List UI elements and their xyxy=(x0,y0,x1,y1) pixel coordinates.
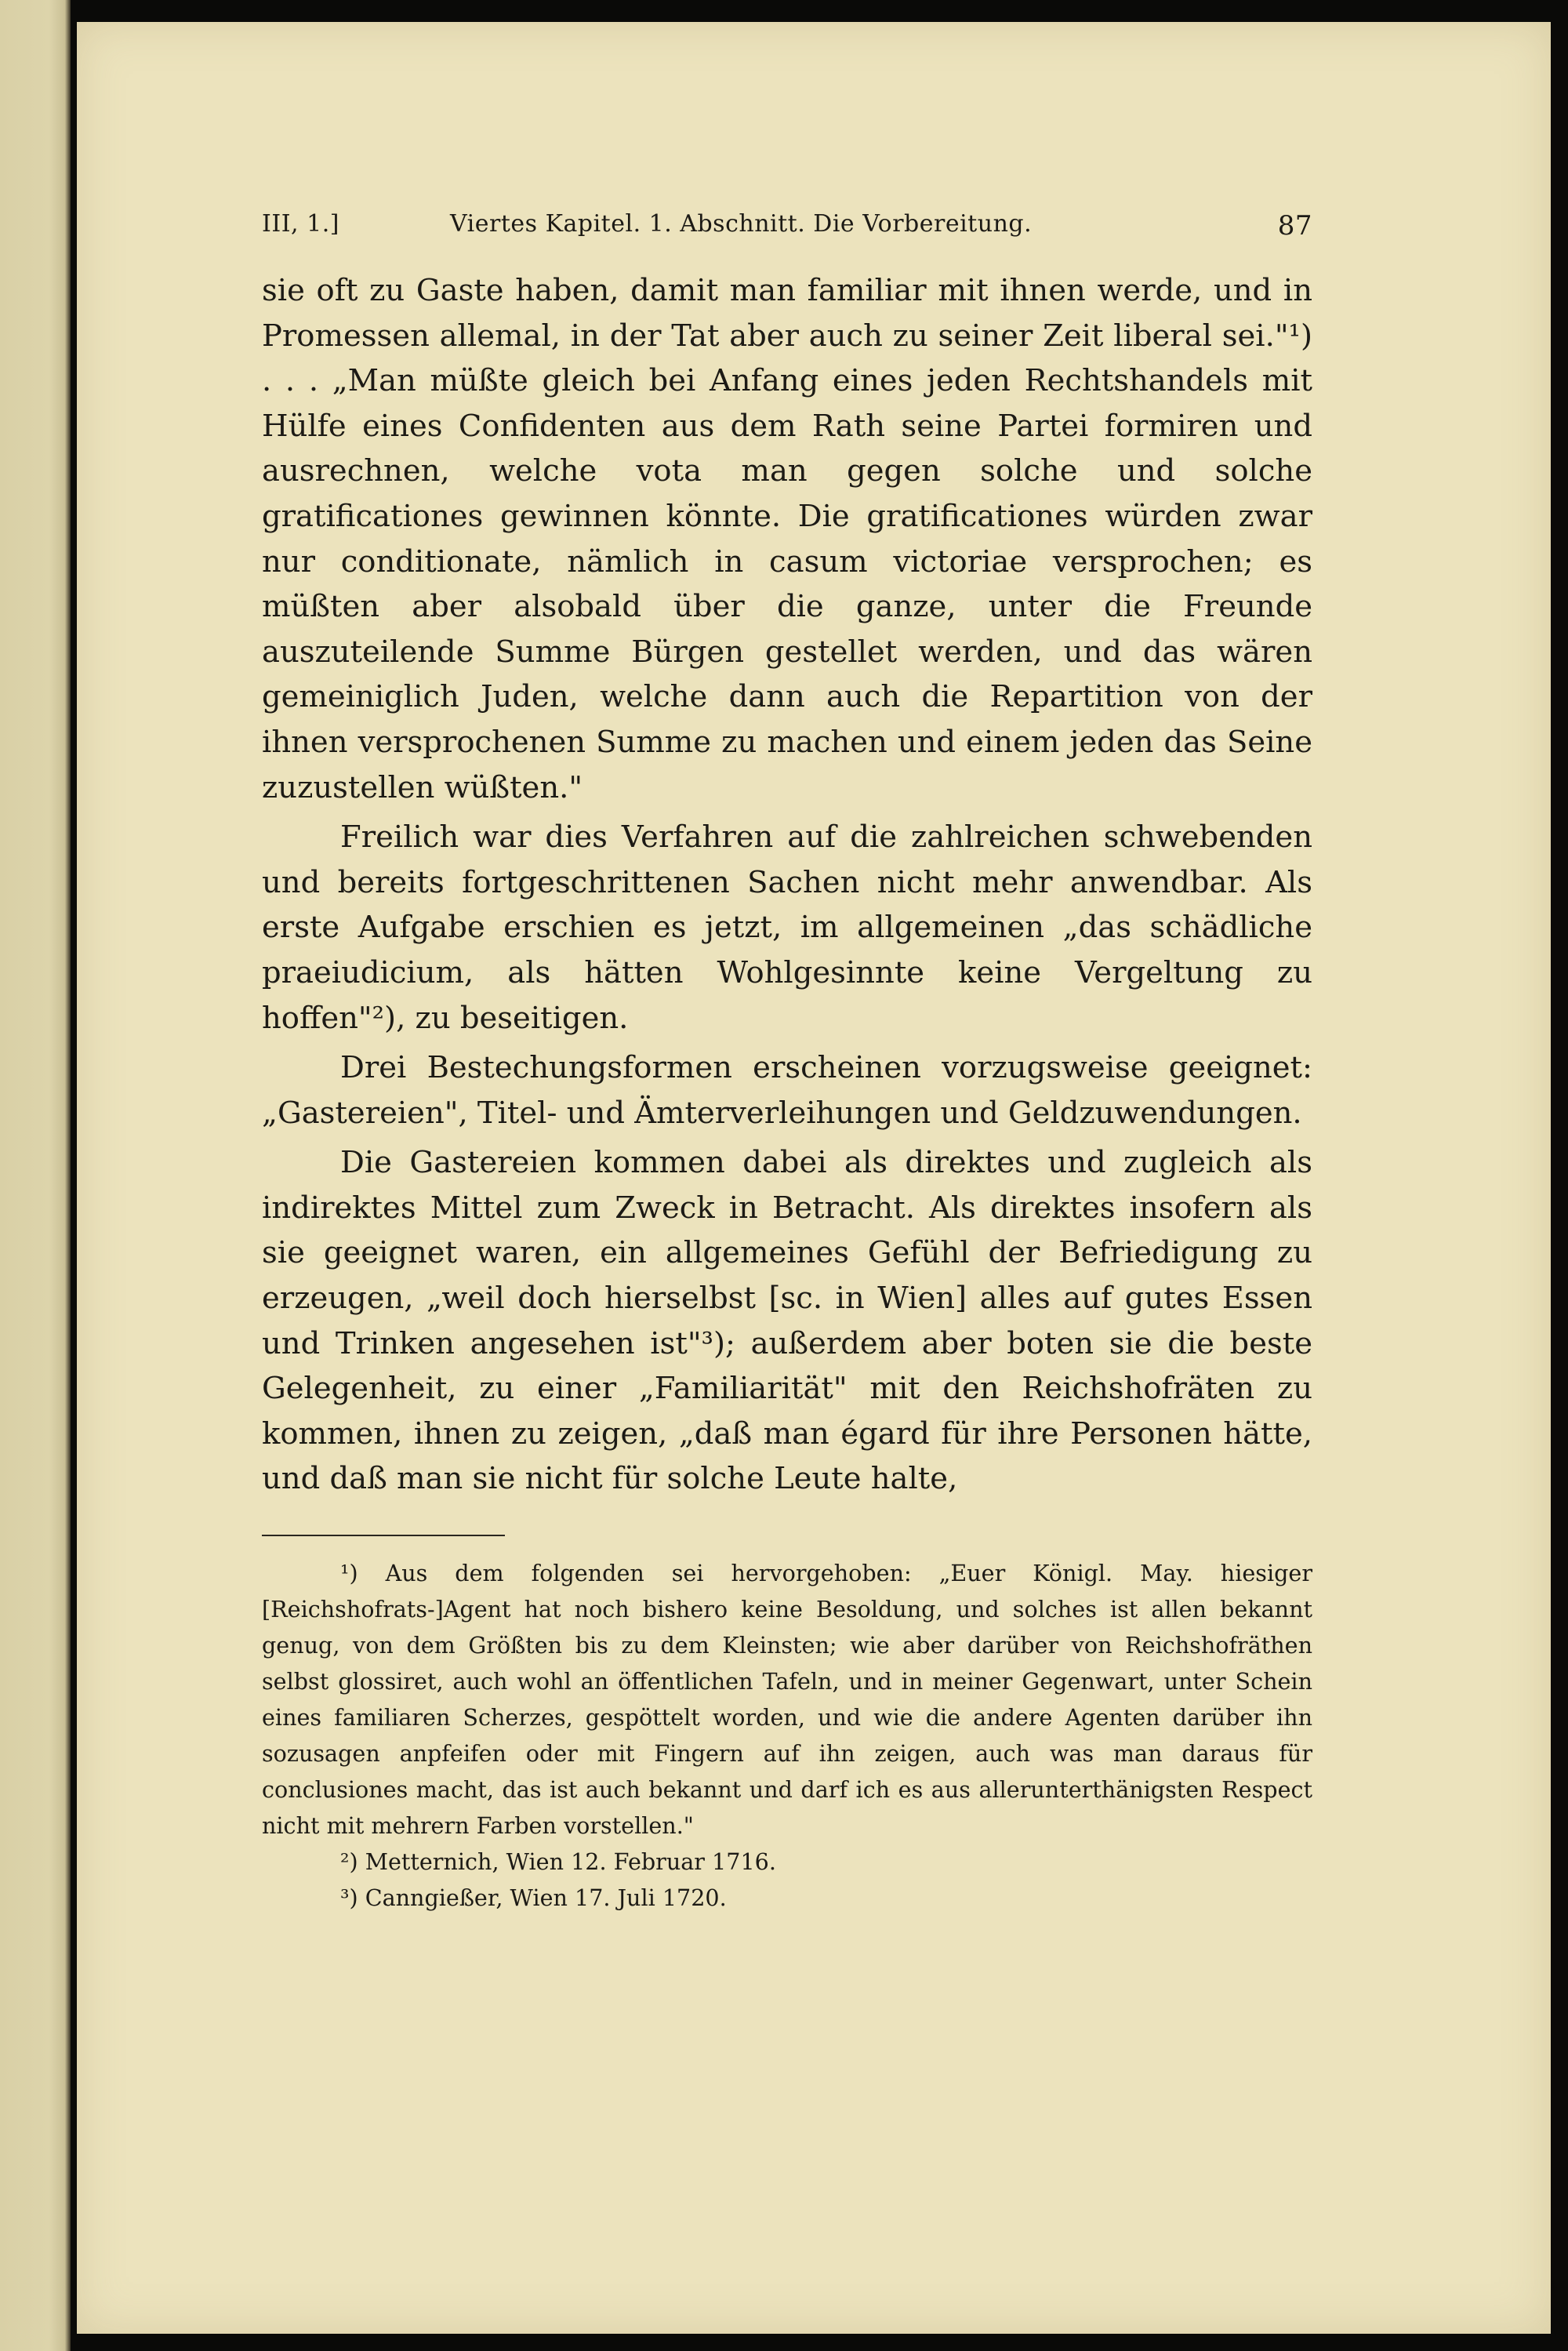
footnote-1: ¹) Aus dem folgenden sei hervorgehoben: „Euer Königl. May. hiesiger [Reichshofrats-]Agent hat noch bishero keine Besoldung, und solches ist allen bekannt genug, von dem Größten bis zu dem Kleinsten; wie aber darüber von Reichshofräthen selbst glossiret, auch wohl an öffentlichen Tafeln, und in meiner Gegenwart, unter Schein eines familiaren Scherzes, gespöttelt worden, und wie die andere Agenten darüber ihn sozusagen anpfeifen oder mit Fingern auf ihn zeigen, auch was man daraus für conclusiones macht, das ist auch bekannt und darf ich es aus allerunterthänigsten Respect nicht mit mehrern Farben vorstellen." xyxy=(262,1560,1312,1840)
paragraph-1: sie oft zu Gaste haben, damit man familiar mit ihnen werde, und in Promessen allemal, in der Tat aber auch zu seiner Zeit liberal sei."¹) . . . „Man müßte gleich bei Anfang eines jeden Rechtshandels mit Hülfe eines Confidenten aus dem Rath seine Partei formiren und ausrechnen, welche vota man gegen solche und solche gratificationes gewinnen könnte. Die gratificationes würden zwar nur conditionate, nämlich in casum victoriae versprochen; es müßten aber alsobald über die ganze, unter die Freunde auszuteilende Summe Bürgen gestellet werden, und das wären gemeiniglich Juden, welche dann auch die Repartition von der ihnen versprochenen Summe zu machen und einem jeden das Seine zuzustellen wüßten." xyxy=(262,273,1312,805)
section-marker: III, 1.] xyxy=(262,210,339,238)
footnote-rule xyxy=(262,1535,505,1536)
footnote-2: ²) Metternich, Wien 12. Februar 1716. xyxy=(340,1848,776,1876)
body-text xyxy=(262,268,1312,1502)
page-content xyxy=(262,210,1312,1916)
page-number: 87 xyxy=(1277,210,1312,242)
footnote-3: ³) Canngießer, Wien 17. Juli 1720. xyxy=(340,1884,727,1912)
footnotes xyxy=(262,1555,1312,1916)
previous-page-edge xyxy=(0,0,71,2351)
paragraph-4: Die Gastereien kommen dabei als direktes und zugleich als indirektes Mittel zum Zweck in Betracht. Als direktes insofern als sie geeignet waren, ein allgemeines Gefühl der Befriedigung zu erzeugen, „weil doch hierselbst [sc. in Wien] alles auf gutes Essen und Trinken angesehen ist"³); außerdem aber boten sie die beste Gelegenheit, zu einer „Familiarität" mit den Reichshofräten zu kommen, ihnen zu zeigen, „daß man égard für ihre Personen hätte, und daß man sie nicht für solche Leute halte, xyxy=(262,1145,1312,1497)
chapter-title: Viertes Kapitel. 1. Abschnitt. Die Vorbereitung. xyxy=(450,210,1033,238)
running-head xyxy=(262,210,1312,257)
paragraph-2: Freilich war dies Verfahren auf die zahlreichen schwebenden und bereits fortgeschrittenen Sachen nicht mehr anwendbar. Als erste Aufgabe erschien es jetzt, im allgemeinen „das schädliche praeiudicium, als hätten Wohlgesinnte keine Vergeltung zu hoffen"²), zu beseitigen. xyxy=(262,819,1312,1036)
paragraph-3: Drei Bestechungsformen erscheinen vorzugsweise geeignet: „Gastereien", Titel- und Ämterverleihungen und Geldzuwendungen. xyxy=(262,1050,1312,1131)
book-page xyxy=(77,22,1551,2334)
